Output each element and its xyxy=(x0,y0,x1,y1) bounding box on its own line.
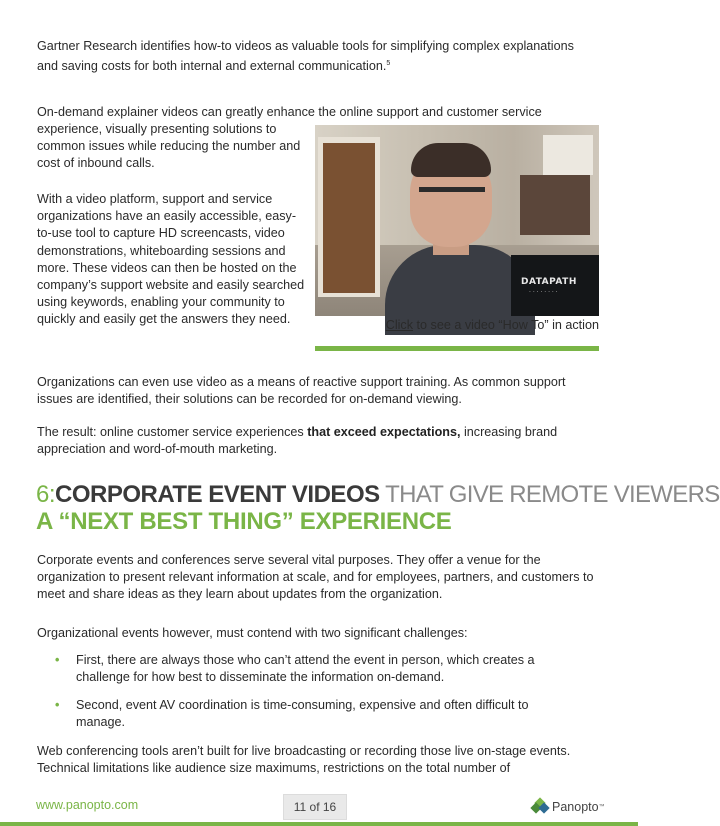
caption-green-rule xyxy=(315,346,599,351)
section-number: 6: xyxy=(36,481,56,508)
bullet-dot-icon: • xyxy=(55,653,60,667)
panopto-mark-icon xyxy=(532,799,548,815)
paragraph-reactive-support: Organizations can even use video as a means of reactive support training. As common support issues are identified, their solutions can be recorded for on-demand viewing. xyxy=(37,375,566,407)
video-caption-text: to see a video “How To” in action xyxy=(413,318,599,332)
photo-person-glasses xyxy=(419,187,485,192)
footer-url-link[interactable]: www.panopto.com xyxy=(36,798,139,812)
page-number: 11 of 16 xyxy=(293,800,337,814)
footer-green-rule xyxy=(0,822,638,826)
page-number-box xyxy=(283,794,347,820)
paragraph-result-bold: that exceed expectations, xyxy=(307,425,461,439)
photo-door xyxy=(323,143,375,293)
paragraph-explainer-lead: On-demand explainer videos can greatly enhance the online support and customer service xyxy=(37,105,542,119)
photo-whiteboard xyxy=(543,135,593,175)
trademark-symbol: ™ xyxy=(598,804,605,810)
photo-shelf xyxy=(520,175,590,235)
bullet-text-2: Second, event AV coordination is time-consuming, expensive and often difficult to manage. xyxy=(76,698,529,730)
bullet-item-2 xyxy=(55,697,561,731)
video-caption xyxy=(315,318,599,332)
footnote-marker: 5 xyxy=(386,60,391,68)
paragraph-result-text-2: increasing brand appreciation and word-of-mouth marketing. xyxy=(37,425,558,457)
section-heading-line2: A “NEXT BEST THING” EXPERIENCE xyxy=(36,508,452,535)
paragraph-explainer-rest: experience, visually presenting solutions to common issues while reducing the number and cost of inbound calls. xyxy=(37,122,301,171)
paragraph-gartner xyxy=(37,38,597,76)
section-heading-strong: CORPORATE EVENT VIDEOS xyxy=(55,481,380,508)
section-heading-light: THAT GIVE REMOTE VIEWERS xyxy=(379,481,720,508)
video-thumbnail-block[interactable] xyxy=(315,125,599,352)
panopto-brand-name: Panopto xyxy=(552,800,599,814)
bullet-text-1: First, there are always those who can’t attend the event in person, which creates a challenge for how best to disseminate the information on-demand. xyxy=(76,653,535,685)
bullet-dot-icon: • xyxy=(55,698,60,712)
paragraph-result xyxy=(37,424,597,458)
panopto-logo xyxy=(532,797,605,817)
video-thumbnail-image[interactable] xyxy=(315,125,599,316)
bullet-item-1 xyxy=(55,652,561,686)
paragraph-corporate-events: Corporate events and conferences serve several vital purposes. They offer a venue for the organization to present relevant information at scale, and for employees, partners, and customers to meet and share ideas as they learn about updates from the organization. xyxy=(37,553,594,602)
photo-person-hair xyxy=(411,143,491,177)
laptop-logo-subtext: · · · · · · · · xyxy=(529,289,558,296)
paragraph-video-platform: With a video platform, support and service organizations have an easily accessible, easy-to-use tool to capture HD screencasts, video demonstrations, whiteboarding sessions and more. These videos can then be hosted on the company’s support website and easily searched using keywords, enabling your community to quickly and easily get the answers they need. xyxy=(37,192,305,327)
paragraph-result-text-1: The result: online customer service experiences xyxy=(37,425,308,439)
paragraph-web-conferencing: Web conferencing tools aren’t built for live broadcasting or recording those live on-stage events. Technical limitations like audience size maximums, restrictions on the total number of xyxy=(37,744,571,776)
section-heading-line1 xyxy=(36,482,720,508)
paragraph-gartner-text: Gartner Research identifies how-to videos as valuable tools for simplifying complex explanations and saving costs for both internal and external communication. xyxy=(37,39,574,74)
video-click-link[interactable]: Click xyxy=(385,318,414,332)
paragraph-challenges-intro: Organizational events however, must contend with two significant challenges: xyxy=(37,626,468,640)
laptop-logo: DATAPATH xyxy=(521,277,577,287)
